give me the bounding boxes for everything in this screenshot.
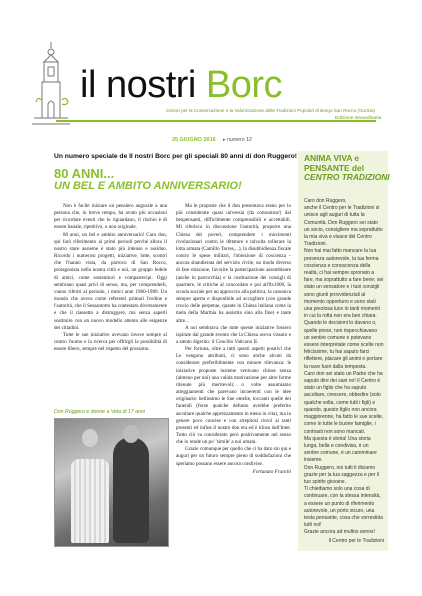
intro-line: Un numero speciale de Il nostri Borc per gli speciali 80 anni di don Ruggero! [54, 153, 298, 160]
sidebar-text [304, 198, 384, 545]
sidebar-paragraph: Don Ruggero, noi tutti ti diciamo grazie per la tua saggezza e per il tuo spirito giovane. [304, 464, 380, 485]
title-accent: Borc [205, 64, 283, 106]
sidebar-paragraph: Quando le decisioni lo davano o, quelle prese, non rispecchiavano un sentire comune e potevano essere interpretate come scelte non felicissime, tu hai saputo farci riflettere, placare gli animi e portare la nave fuori dalla tempesta. [304, 320, 384, 370]
article-paragraph: Tutte le sue iniziative avevano invece sempre al centro l'uomo e la ricerca per offrirgli la possibilità di essere libero, sempre nel rispetto del prossimo. [54, 331, 167, 353]
sidebar-paragraph: Ma questa è storia! Una storia lunga, bella e condivisa, è un sentire comune, è un camminare insieme. [304, 435, 377, 464]
article-paragraph: Non è facile iniziare un pensiero augurale a una persona che, in breve tempo, ha avuto più occasioni per ricordare eventi che lo riguardano, il rischio è di essere banale, ripetitivo, o non originale. [54, 203, 167, 231]
edition-label: Edizione straordinaria [335, 116, 382, 121]
article-column-1 [54, 203, 167, 353]
photo-head-right [123, 425, 139, 443]
sidebar-paragraph: Ti chiediamo solo una cosa di continuare, con la stessa intensità, a essere un punto di riferimento autorevole, un porto sicuro, una testa pensante, cosa che vorrestida tutti noi! [304, 486, 383, 529]
article-paragraph: Grazie comunque per quello che ci ha dato sin qui e auguri per un futuro sempre pieno di soddisfazioni che speriamo possano essere ancora condivise. [176, 446, 291, 467]
article-paragraph: A noi sembrava che tutte queste iniziative fossero ispirate dal grande evento che la Chiesa aveva vissuto e a stento digerito: il Concilio Vaticano II. [176, 324, 291, 345]
article-paragraph: Ma le proposte che il don presentava erano per lo più considerate quasi un'eresia (da comunista!) dai benpensanti, difficilmente comprensibili e accettabili. Mi riferisco in discussione l'autorità, proporre una Chiesa dei poveri, comprendere i movimenti rivoluzionari contro le dittature e talvolta tollerare la lotta armata (Camillo Torres,...), la disubbidienza fiscale contro le spese militari, l'obiezione di coscienza - ancora sbandierata del servizio civile, un modo diverso di fare missione, favorire la partecipazione assembleare (anche in parrocchia) e la costituzione dei consigli di quartiere, le critiche al concordato e poi all'8x1000, la scuola sociale per un approccio alla politica, la canonica sempre aperta e disponibile ad accogliere (con grande crucio delle perpetue, quante in Chiesa italiana come la mela della Marthia ha assistito sino alla fine) e tante altre... [176, 203, 291, 324]
article-paragraph: Per fortuna, oltre a tutti questi aspetti positivi che Le vengono attribuiti, ci sono anche alcuni da considerare preferibilmente con minore rilevanza: le iniziative proposte insieme venivano chiuse senza (almeno per noi) una valida motivazione per altre forme ritenute più meritevoli; o volte assumiamo atteggiamenti che parevano incoerenti con le idee originarie: bellissimo le Sue omelie, toccanti quelle dei funerali (forse qualche defunto avrebbe preferito ascoltare qualche apprezzamento in meno in vita), ma in genere poco concise e con strepitosi rinvii ai tanti presenti ed infine il nostro don era ed è tifoso dell'Inter. Tutto ciò va considerato però positivamente nel senso che lo rende un po' 'simile' a noi umani. [176, 346, 291, 446]
newsletter-title [80, 66, 282, 104]
issue-date [172, 137, 216, 143]
masthead-divider [56, 120, 376, 122]
church-bell-tower-logo [30, 40, 72, 128]
vintage-photo [54, 418, 169, 547]
photo-head-left [82, 429, 98, 447]
article-headline [54, 167, 242, 192]
article-signature: Fortunato Franchi [252, 468, 291, 475]
photo-caption: Don Ruggero e donne a Vela di 17 anni [54, 409, 145, 415]
issue-number-text: numero 12 [227, 137, 252, 143]
masthead-subtitle: Centro per la Conservazione e la Valorizzazione delle Tradizioni Popolari di Borgo San Rocco (Gorizia) [166, 108, 376, 113]
sidebar-title-line-1: ANIMA VIVA e [304, 153, 360, 163]
sidebar-paragraph: Grazie ancora ad multos annos! [304, 529, 375, 536]
article-column-2 [176, 203, 291, 476]
issue-date-text: 25 GIUGNO 2016 [172, 137, 216, 143]
sidebar-paragraph: Non hai mai fatto mancare la tua presenza autorevole, la tua ferma coscienza e conoscenza della realtà, ci hai sempre spronato a fare, ma soprattutto a fare bene; sei stato un sensatore e i tuoi consigli sono giunti provvidenziali al momento opportuno e sono stati una preziosa luce in tanti momenti in cui la rotta non era ben chiara. [304, 248, 384, 320]
sidebar-title [304, 154, 390, 183]
sidebar-paragraph: Caro don Ruggero, [304, 198, 347, 204]
article-paragraph: 80 anni, un bel e ambito anniversario! Caro don, qui farò riferimento ai primi periodi perché allora il nostro stare assieme è stato più intenso e assiduo. Ricordo i numerosi progetti, iniziative, lotte, scontri che l'hanno vista, da parroco di San Rocco, protagonista nella nostra città e noi, un gruppo fedele di amici, come sostenitori e compartecipi. Oggi sembrano quasi privi di senso, ma, per comprenderli, vanno riferiti al periodo, i mitici anni 1960-1980. Un mondo che aveva come referenti primari l'ordine e l'autorità, che il Sessantotto ha contestato diversamente e che il riassetto a distruggere, ma senza saperli sostituire con un nuovo modello attento alle esigenze dei cittadini. [54, 231, 167, 331]
headline-line-1: 80 ANNI... [54, 166, 115, 181]
sidebar-paragraph: Caro don sei stato un Padre che ha saputo dire dei sani no! Il Centro è stato un figlio che ha saputo ascoltare, crescere, obbedire (solo qualche volta, come tutti i figli) e quando, questo figlio non ancora maggiorenne, ha fatto le sue scelte, come in tutte le buone famiglie, i contrasti non sono mancati. [304, 370, 384, 435]
photo-figure-right [113, 437, 149, 543]
sidebar-signature: il Centro per le Tradizioni [328, 537, 384, 544]
title-prefix: il nostri [80, 64, 206, 106]
photo-figure-left [71, 459, 109, 543]
sidebar-title-line-2: PENSANTE del [304, 162, 365, 173]
sidebar-paragraph: anche il Centro per le Tradizioni si unisce agli auguri di tutta la Comunità. Don Ruggero sei stato un socio, consigliere ma soprattutto la mia viva e vivace del Centro Tradizioni. [304, 205, 383, 248]
sidebar-title-line-3: CENTRO TRADIZIONI [304, 172, 390, 183]
headline-line-2: UN BEL E AMBITO ANNIVERSARIO! [54, 180, 242, 192]
issue-number [223, 137, 252, 143]
issue-number-arrow-icon: ▸ [223, 137, 228, 143]
